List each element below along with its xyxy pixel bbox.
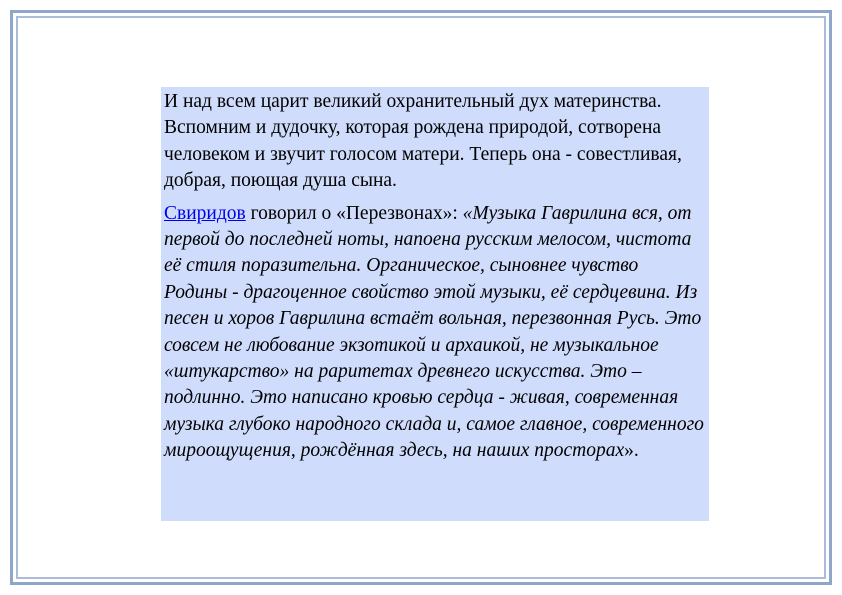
quote-close-mark: ». [624, 440, 639, 462]
sviridov-link[interactable]: Свиридов [164, 202, 246, 224]
quote-open-mark: « [462, 202, 473, 224]
quote-text: Музыка Гаврилина вся, от первой до последней ноты, напоена русским мелосом, чистота её стиля поразительна. Органическое, сыновнее чувство Родины - драгоценное свойство этой музыки, её сердцевина. Из песен и хоров Гаврилина встаёт вольная, перезвонная Русь. Это совсем не любование экзотикой и архаикой, не музыкальное «штукарство» на раритетах древнего искусства. Это – подлинно. Это написано кровью сердца - живая, современная музыка глубоко народного склада и, самое главное, современного мироощущения, рождённая здесь, на наших просторах [164, 202, 704, 462]
text-box [161, 87, 709, 521]
paragraph-motherhood: И над всем царит великий охранительный дух материнства. Вспомним и дудочку, которая рождена природой, сотворена человеком и звучит голосом матери. Теперь она - совестливая, добрая, поющая душа сына. [164, 91, 682, 192]
paragraph-sviridov-quote [164, 201, 706, 465]
quote-intro: говорил о «Перезвонах»: [245, 202, 463, 224]
